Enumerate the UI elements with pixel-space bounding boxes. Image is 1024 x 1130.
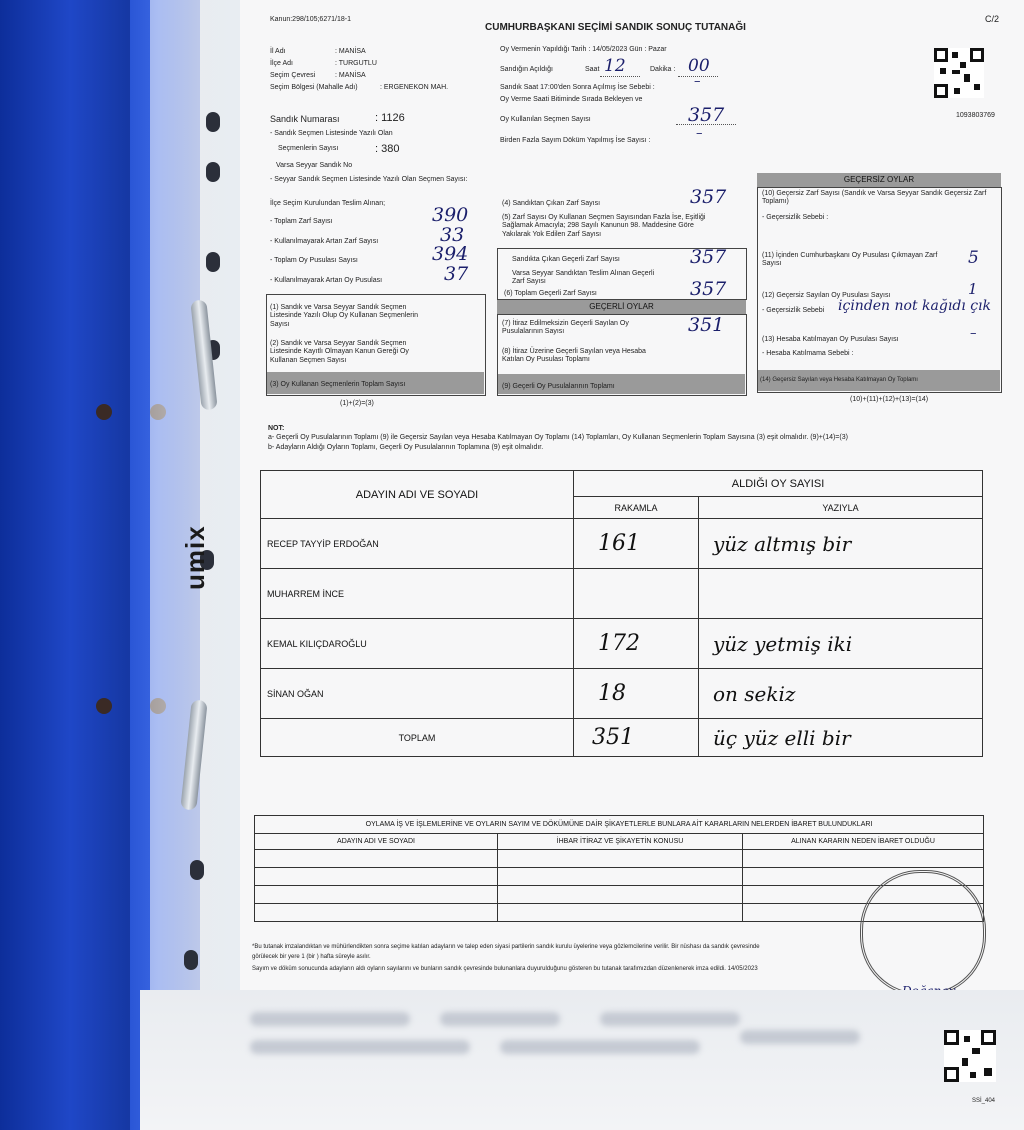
col-digits: RAKAMLA [574, 497, 699, 519]
box2-label: (2) Sandık ve Varsa Seyyar Sandık Seçmen Listesinde Kayıtlı Olmayan Kanun Gereği Oy Kullanan Seçmen Sayısı [270, 340, 409, 364]
binder-rivet [96, 698, 112, 714]
blurred-line [440, 1012, 560, 1026]
mobile-envelope-label: Varsa Seyyar Sandıktan Teslim Alınan Geçerli Zarf Sayısı [512, 270, 655, 286]
m6-label: (6) Toplam Geçerli Zarf Sayısı [504, 290, 597, 297]
footer-note-3: Sayım ve döküm sonucunda adayların aldı oyların sayılarını ve bunların sandık çevresinde bulunanlara duyurulduğunu gösteren bu tutanak tarafımızdan düzenlenerek imza edildi. 14/05/2023 [252, 966, 758, 972]
unused-ballots-value: 37 [444, 263, 469, 285]
candidate-name: KEMAL KILIÇDAROĞLU [261, 619, 574, 669]
r14-label: (14) Geçersiz Sayılan veya Hesaba Katılmayan Oy Toplamı [760, 377, 918, 383]
bolge-value: : ERGENEKON MAH. [380, 84, 449, 91]
table-row [261, 519, 983, 569]
candidate-votes-words: yüz altmış bir [699, 519, 983, 569]
col-votes: ALDIĞI OY SAYISI [574, 471, 983, 497]
r13-label: (13) Hesaba Katılmayan Oy Pusulası Sayısı [762, 336, 899, 343]
unused-ballots-label: - Kullanılmayarak Artan Oy Pusulası [270, 277, 383, 284]
cevre-value: : MANİSA [335, 72, 366, 79]
envelopes-label: - Toplam Zarf Sayısı [270, 218, 333, 225]
table-row [255, 868, 984, 886]
invalid-formula: (10)+(11)+(12)+(13)=(14) [850, 396, 929, 403]
document-number: 1093803769 [956, 112, 995, 119]
total-row [261, 719, 983, 757]
used-voters-label: Oy Kullanılan Seçmen Sayısı [500, 116, 591, 123]
r10-label: (10) Geçersiz Zarf Sayısı (Sandık ve Varsa Seyyar Sandık Geçersiz Zarf Toplamı) [762, 190, 987, 206]
reason-17-value: – [694, 74, 701, 89]
il-value: : MANİSA [335, 48, 366, 55]
opened-label: Sandığın Açıldığı [500, 66, 553, 73]
page-code: SSİ_404 [972, 1098, 996, 1104]
official-stamp [860, 870, 986, 996]
ilce-value: : TURGUTLU [335, 60, 377, 67]
unused-envelopes-label: - Kullanılmayarak Artan Zarf Sayısı [270, 238, 379, 245]
complaints-title: OYLAMA İŞ VE İŞLEMLERİNE VE OYLARIN SAYIM VE DÖKÜMÜNE DAİR ŞİKAYETLERLE BUNLARA AİT KARARLARIN NELERDEN İBARET BULUNDUKLARI [255, 816, 984, 834]
voting-date: Oy Vermenin Yapıldığı Tarih : 14/05/2023 Gün : Pazar [500, 46, 667, 53]
reason-17-label: Sandık Saat 17:00'den Sonra Açılmış İse Sebebi : [500, 84, 655, 91]
note-a: a- Geçerli Oy Pusulalarının Toplamı (9) ile Geçersiz Sayılan veya Hesaba Katılmayan Oy Toplamı (14) Toplamları, Oy Kullanan Seçmenlerin Toplam Sayısına (3) eşit olmalıdır. (9)+(14)=(3) [268, 434, 848, 441]
dotted-line [676, 124, 736, 125]
box3-label: (3) Oy Kullanan Seçmenlerin Toplam Sayısı [270, 381, 406, 388]
multi-count-value: – [696, 126, 703, 141]
invalid-votes-header: GEÇERSİZ OYLAR [757, 173, 1001, 187]
punch-hole [206, 252, 220, 272]
r13-reason: - Hesaba Katılmama Sebebi : [762, 350, 854, 357]
punch-hole [206, 162, 220, 182]
il-label: İl Adı [270, 48, 286, 55]
complaints-col-decision: ALINAN KARARIN NEDEN İBARET OLDUĞU [743, 834, 984, 850]
r11-label: (11) İçinden Cumhurbaşkanı Oy Pusulası Çıkmayan Zarf Sayısı [762, 252, 938, 268]
list-label: - Sandık Seçmen Listesinde Yazılı Olan [270, 130, 393, 137]
bolge-label: Seçim Bölgesi (Mahalle Adı) [270, 84, 358, 91]
blurred-signature-area [140, 990, 1024, 1130]
blurred-line [740, 1030, 860, 1044]
footer-qr-code [944, 1030, 996, 1082]
candidate-name: SİNAN OĞAN [261, 669, 574, 719]
total-label: TOPLAM [261, 719, 574, 757]
punch-hole [206, 112, 220, 132]
waiting-label: Oy Verme Saati Bitiminde Sırada Bekleyen ve [500, 96, 643, 103]
blurred-line [600, 1012, 740, 1026]
complaints-col-name: ADAYIN ADI VE SOYADI [255, 834, 498, 850]
candidate-votes-digits: 172 [574, 619, 699, 669]
form-code: C/2 [985, 14, 1000, 24]
r12-reason-label: - Geçersizlik Sebebi [762, 307, 825, 314]
r12-value: 1 [968, 280, 978, 298]
table-row [255, 850, 984, 868]
unused-envelopes-value: 33 [440, 224, 465, 246]
ilce-label: İlçe Adı [270, 60, 293, 67]
box1-label: (1) Sandık ve Varsa Seyyar Sandık Seçmen Listesinde Yazılı Olup Oy Kullanan Seçmenlerin Sayısı [270, 304, 418, 328]
list-count-label: Seçmenlerin Sayısı [278, 145, 339, 152]
r13-value: – [970, 326, 977, 341]
candidate-votes-digits [574, 569, 699, 619]
r11-value: 5 [968, 248, 979, 268]
r12-reason-value: içinden not kağıdı çık [838, 298, 992, 314]
brand-logo: umix [180, 525, 210, 590]
dakika-value: 00 [688, 56, 710, 76]
m8-label: (8) İtiraz Üzerine Geçerli Sayılan veya Hesaba Katılan Oy Pusulası Toplamı [502, 348, 646, 364]
candidate-votes-words: yüz yetmiş iki [699, 619, 983, 669]
blurred-line [250, 1012, 410, 1026]
footer-note-1: *Bu tutanak imzalandıktan ve mühürlendikten sonra seçime katılan adayların ve talep eden siyasi partilerin sandık kurulu üyelerine veya gözlemcilerine verilir. Bir nüshası da sandık çevresinde [252, 944, 760, 950]
valid-envelope-label: Sandıkta Çıkan Geçerli Zarf Sayısı [512, 256, 620, 263]
candidate-name: RECEP TAYYİP ERDOĞAN [261, 519, 574, 569]
valid-envelope-value: 357 [690, 246, 727, 268]
qr-code [934, 48, 984, 98]
valid-votes-header: GEÇERLİ OYLAR [497, 300, 746, 314]
candidate-votes-words: on sekiz [699, 669, 983, 719]
dakika-label: Dakika : [650, 66, 676, 73]
saat-label: Saat [585, 66, 600, 73]
punch-hole [184, 950, 198, 970]
plastic-sleeve [150, 0, 241, 1000]
box-formula: (1)+(2)=(3) [340, 400, 374, 407]
mobile-box-label: Varsa Seyyar Sandık No [276, 162, 353, 169]
candidate-votes-digits: 161 [574, 519, 699, 569]
blurred-line [250, 1040, 470, 1054]
law-reference: Kanun:298/105;6271/18-1 [270, 16, 351, 23]
table-row [261, 569, 983, 619]
note-b: b- Adayların Aldığı Oyların Toplamı, Geçerli Oy Pusulalarının Toplamına (9) eşit olmalıdır. [268, 444, 544, 451]
dotted-line [600, 76, 640, 77]
page-title: CUMHURBAŞKANI SEÇİMİ SANDIK SONUÇ TUTANAĞI [485, 22, 746, 33]
cevre-label: Seçim Çevresi [270, 72, 316, 79]
r10-reason: - Geçersizlik Sebebi : [762, 214, 829, 221]
total-words: üç yüz elli bir [699, 719, 983, 757]
candidate-votes-digits: 18 [574, 669, 699, 719]
results-table [260, 470, 983, 757]
complaints-col-subject: İHBAR İTİRAZ VE ŞİKAYETİN KONUSU [498, 834, 743, 850]
ballots-value: 394 [432, 243, 469, 265]
m4-value: 357 [690, 186, 727, 208]
m5-label: (5) Zarf Sayısı Oy Kullanan Seçmen Sayısından Fazla İse, Eşitliği Sağlamak Amacıyla; 298 Sayılı Kanunun 98. Maddesine Göre Yakılarak Yok Edilen Zarf Sayısı [502, 214, 706, 238]
m7-label: (7) İtiraz Edilmeksizin Geçerli Sayılan Oy Pusulalarının Sayısı [502, 320, 629, 336]
multi-count-label: Birden Fazla Sayım Döküm Yapılmış İse Sayısı : [500, 137, 651, 144]
total-digits: 351 [574, 719, 699, 757]
ballot-box-label: Sandık Numarası [270, 114, 340, 124]
col-words: YAZIYLA [699, 497, 983, 519]
table-row [261, 619, 983, 669]
table-row [261, 669, 983, 719]
list-count: : 380 [375, 143, 400, 155]
binder-rivet [96, 404, 112, 420]
col-candidate: ADAYIN ADI VE SOYADI [261, 471, 574, 519]
blurred-line [500, 1040, 700, 1054]
m6-value: 357 [690, 278, 727, 300]
punch-hole [190, 860, 204, 880]
footer-note-2: görülecek bir yere 1 (bir ) hafta süreyle asılır. [252, 954, 371, 960]
m9-label: (9) Geçerli Oy Pusulalarının Toplamı [502, 383, 615, 390]
r12-label: (12) Geçersiz Sayılan Oy Pusulası Sayısı [762, 292, 891, 299]
envelopes-value: 390 [432, 204, 469, 226]
m4-label: (4) Sandıktan Çıkan Zarf Sayısı [502, 200, 601, 207]
candidate-name: MUHARREM İNCE [261, 569, 574, 619]
used-voters-value: 357 [688, 104, 725, 126]
ballots-label: - Toplam Oy Pusulası Sayısı [270, 257, 358, 264]
m7-value: 351 [688, 314, 725, 336]
ballot-box-number: : 1126 [375, 112, 405, 124]
candidate-votes-words [699, 569, 983, 619]
received-title: İlçe Seçim Kurulundan Teslim Alınan; [270, 200, 386, 207]
saat-value: 12 [604, 56, 626, 76]
mobile-list-label: - Seyyar Sandık Seçmen Listesinde Yazılı Olan Seçmen Sayısı: [270, 176, 468, 183]
notes-title: NOT: [268, 425, 285, 432]
